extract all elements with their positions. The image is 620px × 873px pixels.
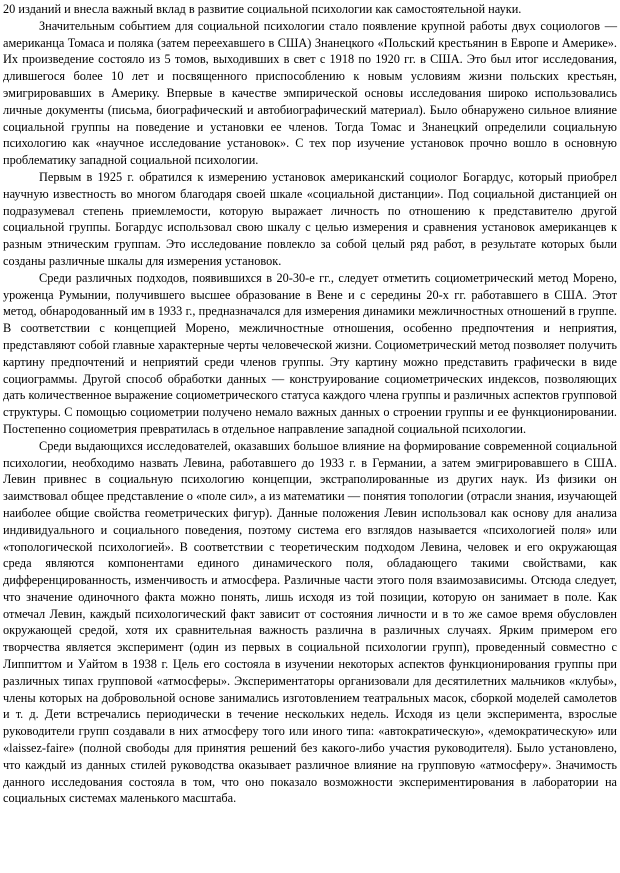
- paragraph-moreno: Среди различных подходов, появившихся в 20-30-е гг., следует отметить социометрический метод Морено, уроженца Румынии, получившего высшее образование в Вене и с середины 20-х гг. работавшего в США. Этот метод, обнародованный им в 1933 г., предназначался для измерения динамики межличностных отношений в группе. В соответствии с концепцией Морено, межличностные отношения, особенно предпочтения и неприятия, представляют собой главные характерные черты человеческой жизни. Социометрический метод позволяет получить картину предпочтений и неприятий среди членов группы. Эту картину можно представить графически в виде социограммы. Другой способ обработки данных — конструирование социометрических индексов, позволяющих дать количественное выражение социометрического статуса каждого члена группы и различных аспектов групповой структуры. С помощью социометрии получено немало важных данных о строении группы и ее функционировании. Постепенно социометрия превратилась в отдельное направление западной социальной психологии.: [3, 270, 617, 436]
- paragraph-continuation: 20 изданий и внесла важный вклад в развитие социальной психологии как самостоятельной науки.: [3, 2, 522, 16]
- paragraph-thomas-znaniecki: Значительным событием для социальной психологии стало появление крупной работы двух социологов — американца Томаса и поляка (затем переехавшего в США) Знанецкого «Польский крестьянин в Европе и Америке». Их произведение состояло из 5 томов, выходивших в свет с 1918 по 1920 гг. в США. Это был итог исследования, длившегося более 10 лет и посвященного приспособлению к новым условиям жизни польских крестьян, эмигрировавших в Америку. Впервые в качестве эмпирической основы исследования широко использовались личные документы (письма, биографический и автобиографический материал). Было обнаружено сильное влияние социальной группы на поведение и установки ее членов. Тогда Томас и Знанецкий определили социальную психологию как «научное исследование установок». С тех пор изучение установок прочно вошло в основную проблематику западной социальной психологии.: [3, 18, 617, 168]
- paragraph-bogardus: Первым в 1925 г. обратился к измерению установок американский социолог Богардус, который приобрел научную известность во многом благодаря своей шкале «социальной дистанции». Под социальной дистанцией он подразумевал степень приемлемости, которую выражает личность по отношению к представителю другой социальной группы. Богардус использовал свою шкалу с целью измерения и сравнения установок американцев к разным этническим группам. Это исследование повлекло за собой целый ряд работ, в результате которых были созданы различные шкалы для измерения установок.: [3, 169, 617, 268]
- paragraph-lewin: Среди выдающихся исследователей, оказавших большое влияние на формирование современной социальной психологии, необходимо назвать Левина, работавшего до 1933 г. в Германии, а затем эмигрировавшего в США. Левин привнес в социальную психологию концепции, экстраполированные из других наук. Из физики он заимствовал общее представление о «поле сил», а из математики — понятия топологии (отрасли знания, изучающей наиболее общие свойства геометрических фигур). Данные положения Левин использовал как основу для анализа индивидуального и социального поведения, поэтому система его взглядов называется «психологией поля» или «топологической психологией». В соответствии с теоретическим подходом Левина, человек и его окружающая среда являются компонентами единого динамического поля, обладающего такими свойствами, как дифференцированность, изменчивость и атмосфера. Различные части этого поля взаимозависимы. Отсюда следует, что значение одиночного факта можно понять, лишь исходя из той позиции, которую он занимает в поле. Как отмечал Левин, каждый психологический факт зависит от состояния личности и в то же самое время обусловлен окружающей средой, хотя их сравнительная важность различна в различных случаях. Ярким примером его творчества является эксперимент (один из первых в социальной психологии групп), проведенный совместно с Липпиттом и Уайтом в 1938 г. Цель его состояла в изучении некоторых аспектов функционирования группы при различных типах групповой «атмосферы». Экспериментаторы организовали для десятилетних мальчиков «клубы», члены которых на добровольной основе занимались изготовлением театральных масок, сборкой моделей самолетов и т. д. Дети встречались периодически в течение нескольких недель. Исходя из цели эксперимента, взрослые руководители групп создавали в них атмосферу того или иного типа: «автократическую», «демократическую» или «laissez-faire» (полной свободы для принятия решений без какого-либо участия руководителя). Было установлено, что каждый из данных стилей руководства оказывает различное влияние на групповую «атмосферу». Значимость данного исследования состояла в том, что оно показало возможности экспериментирования в лаборатории на социальных системах маленького масштаба.: [3, 438, 617, 806]
